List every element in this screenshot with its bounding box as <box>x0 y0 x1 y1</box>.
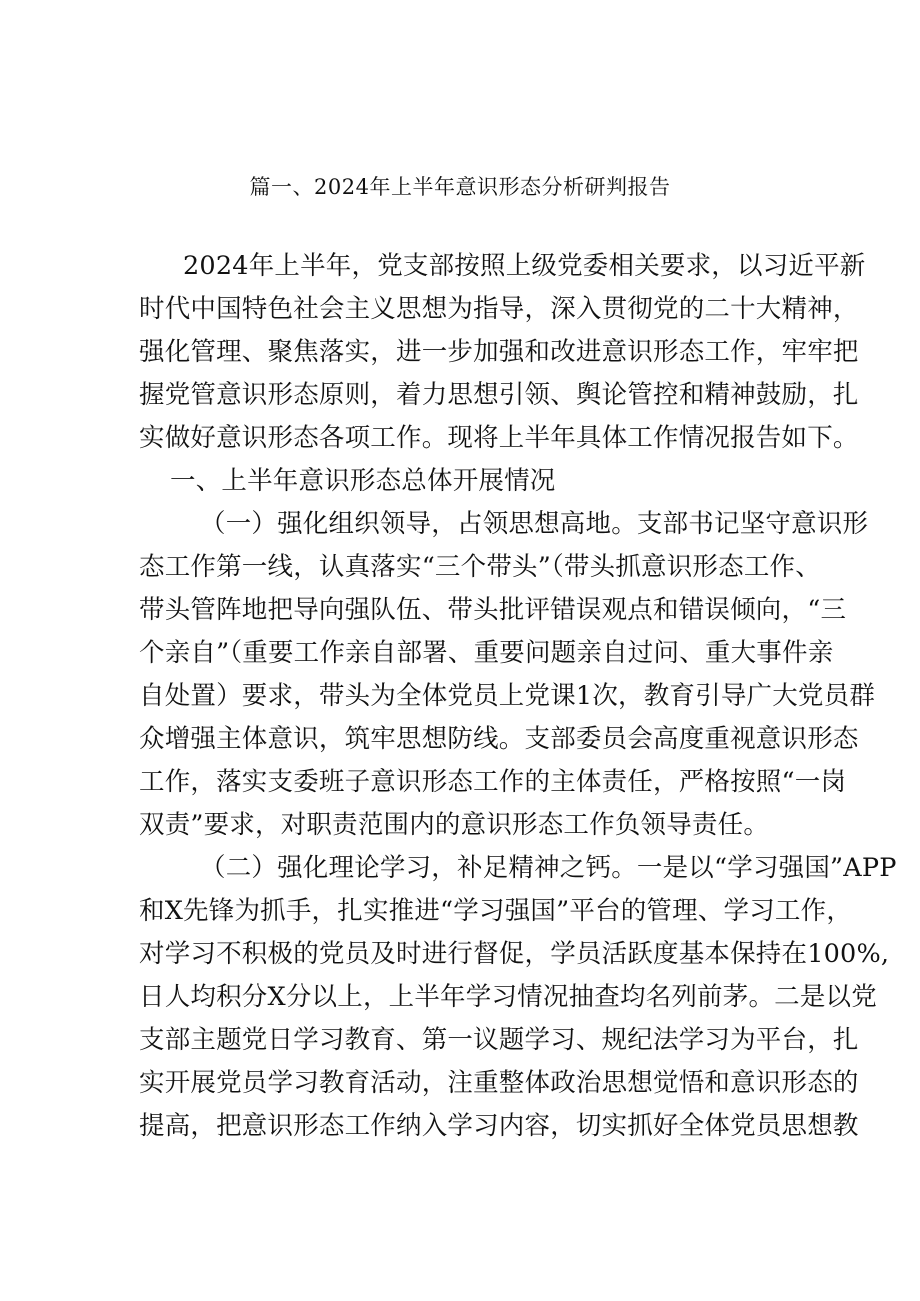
paragraph-line: 握党管意识形态原则，着力思想引领、舆论管控和精神鼓励，扎 <box>139 380 859 410</box>
paragraph-line: 和X先锋为抓手，扎实推进“学习强国”平台的管理、学习工作， <box>139 896 853 926</box>
document-title: 篇一、2024年上半年意识形态分析研判报告 <box>249 175 671 199</box>
paragraph-line: （一）强化组织领导，占领思想高地。支部书记坚守意识形 <box>200 509 869 539</box>
paragraph-line: 个亲自”（重要工作亲自部署、重要问题亲自过问、重大事件亲 <box>139 638 834 668</box>
paragraph-line: 态工作第一线，认真落实“三个带头”（带头抓意识形态工作、 <box>139 552 821 582</box>
paragraph-line: 实做好意识形态各项工作。现将上半年具体工作情况报告如下。 <box>139 423 859 453</box>
paragraph-line: 支部主题党日学习教育、第一议题学习、规纪法学习为平台，扎 <box>139 1025 859 1055</box>
paragraph-line: 双责”要求，对职责范围内的意识形态工作负领导责任。 <box>139 810 770 840</box>
paragraph-line: 实开展党员学习教育活动，注重整体政治思想觉悟和意识形态的 <box>139 1068 859 1098</box>
paragraph-line: 带头管阵地把导向强队伍、带头批评错误观点和错误倾向，“三 <box>139 595 847 625</box>
paragraph-line: 日人均积分X分以上，上半年学习情况抽查均名列前茅。二是以党 <box>139 982 877 1012</box>
paragraph-line: 众增强主体意识，筑牢思想防线。支部委员会高度重视意识形态 <box>139 724 859 754</box>
paragraph-line: 工作，落实支委班子意识形态工作的主体责任，严格按照“一岗 <box>139 767 847 797</box>
paragraph-line: 自处置）要求，带头为全体党员上党课1次，教育引导广大党员群 <box>139 681 876 711</box>
paragraph-line: （二）强化理论学习，补足精神之钙。一是以“学习强国”APP <box>200 853 897 883</box>
paragraph-line: 2024年上半年，党支部按照上级党委相关要求，以习近平新 <box>183 251 866 281</box>
section-heading: 一、上半年意识形态总体开展情况 <box>170 466 556 496</box>
paragraph-line: 提高，把意识形态工作纳入学习内容，切实抓好全体党员思想教 <box>139 1111 859 1141</box>
paragraph-line: 对学习不积极的党员及时进行督促，学员活跃度基本保持在100%, <box>139 939 890 969</box>
paragraph-line: 时代中国特色社会主义思想为指导，深入贯彻党的二十大精神， <box>139 294 859 324</box>
paragraph-line: 强化管理、聚焦落实，进一步加强和改进意识形态工作，牢牢把 <box>139 337 859 367</box>
